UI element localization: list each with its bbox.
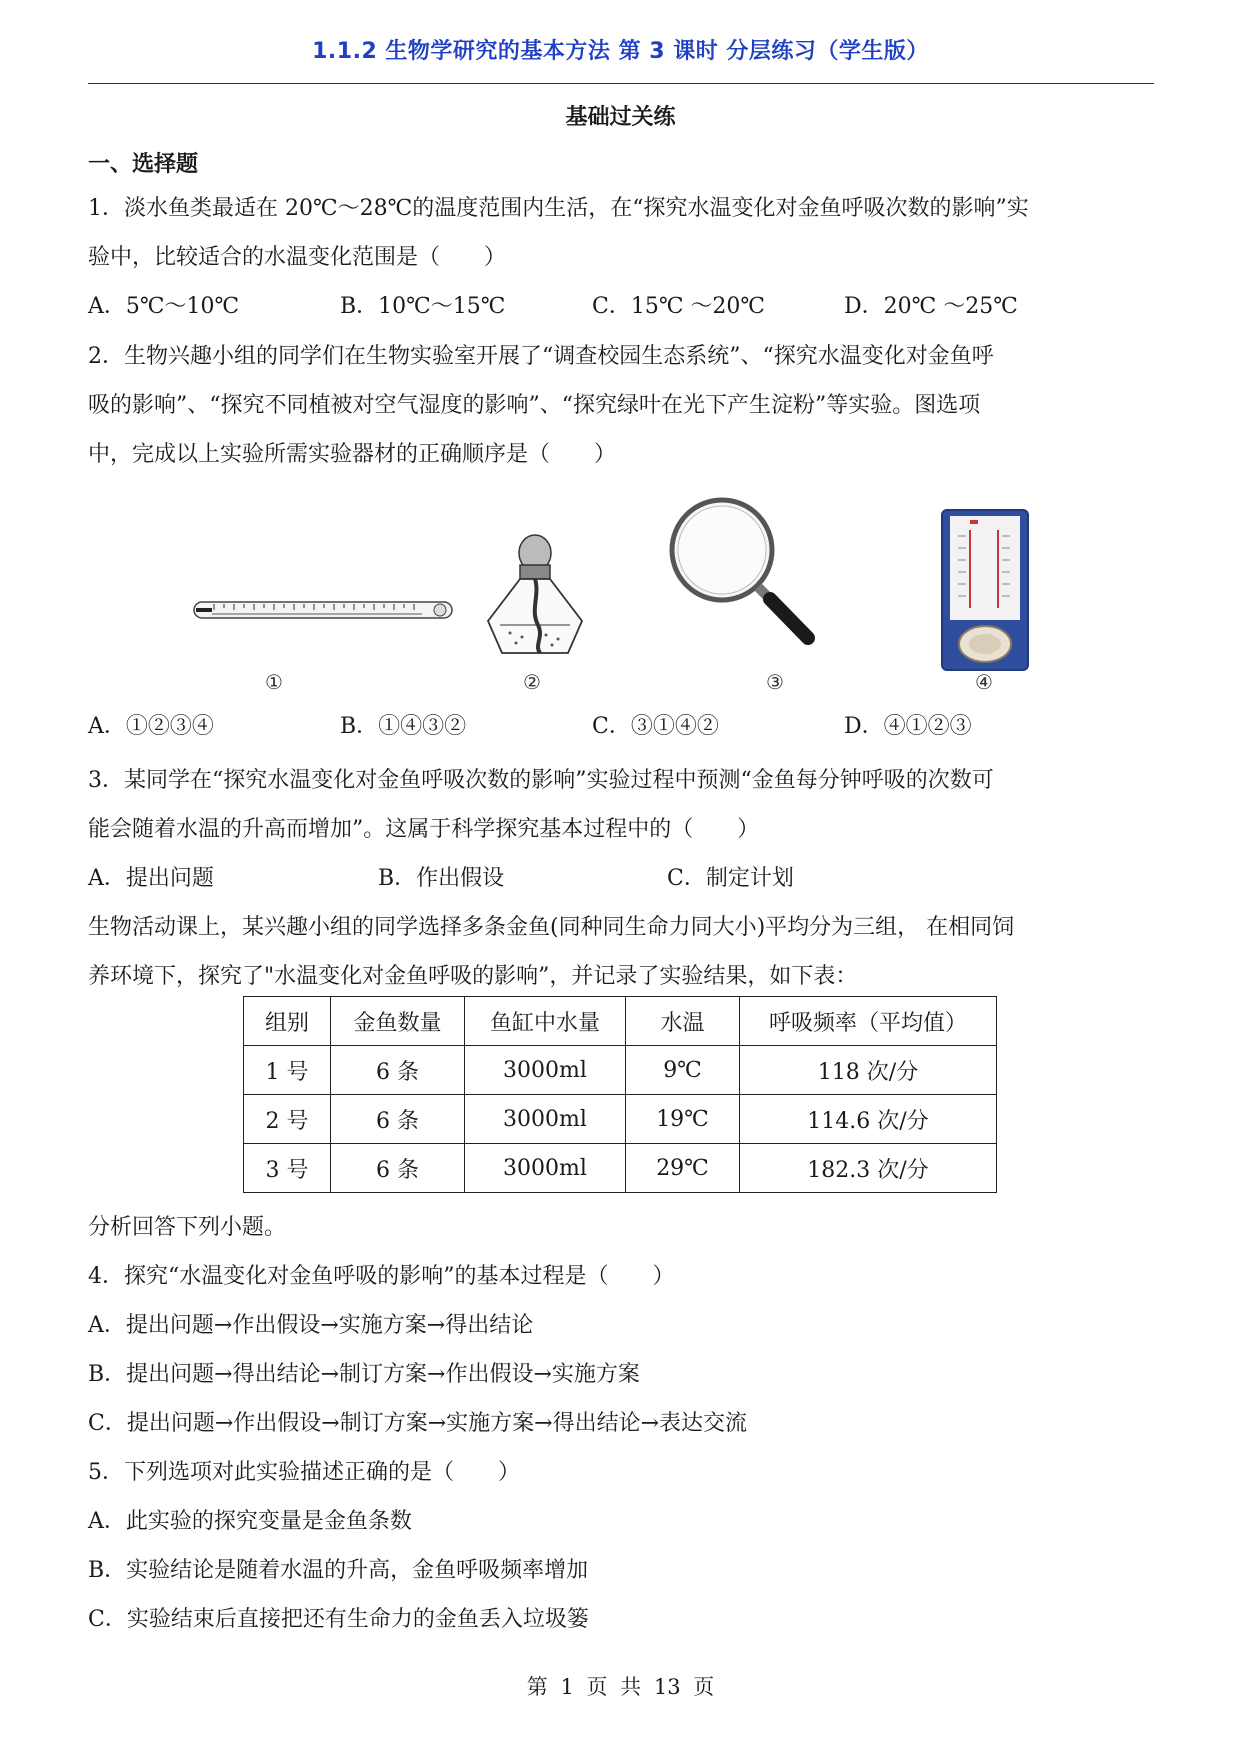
table-cell: 3000ml (465, 1144, 626, 1193)
q2-stem-line-3: 中，完成以上实验所需实验器材的正确顺序是（ ） (88, 442, 617, 467)
table-cell: 19℃ (626, 1095, 740, 1144)
q5-option-c: C．实验结束后直接把还有生命力的金鱼丢入垃圾篓 (88, 1607, 589, 1632)
table-cell: 6 条 (331, 1046, 465, 1095)
q3-option-b: B．作出假设 (378, 866, 505, 891)
figure-label-4: ④ (975, 670, 993, 694)
figure-label-1: ① (265, 670, 283, 694)
q2-stem-line-1: 2．生物兴趣小组的同学们在生物实验室开展了“调查校园生态系统”、“探究水温变化对金鱼呼 (88, 344, 994, 369)
q5-stem: 5．下列选项对此实验描述正确的是（ ） (88, 1460, 520, 1485)
part-title: 一、选择题 (88, 152, 199, 177)
thermometer-icon (192, 580, 457, 640)
table-header-cell: 鱼缸中水量 (465, 997, 626, 1046)
table-header-cell: 水温 (626, 997, 740, 1046)
q3-option-a: A．提出问题 (88, 866, 214, 891)
context-line-2: 养环境下，探究了"水温变化对金鱼呼吸的影响”，并记录了实验结果，如下表： (88, 964, 858, 989)
figure-label-3: ③ (766, 670, 784, 694)
section-title: 基础过关练 (565, 105, 676, 130)
table-header-cell: 呼吸频率（平均值） (740, 997, 997, 1046)
q1-option-a: A．5℃～10℃ (88, 294, 240, 319)
alcohol-lamp-icon (480, 525, 590, 665)
table-cell: 6 条 (331, 1144, 465, 1193)
magnifying-glass-icon (660, 490, 820, 650)
q2-stem-line-2: 吸的影响”、“探究不同植被对空气湿度的影响”、“探究绿叶在光下产生淀粉”等实验。图选项 (88, 393, 981, 418)
q2-option-c: C．③①④② (592, 714, 719, 739)
q3-stem-line-1: 3．某同学在“探究水温变化对金鱼呼吸次数的影响”实验过程中预测“金鱼每分钟呼吸的次数可 (88, 768, 994, 793)
table-header-row (244, 997, 997, 1046)
header-divider (88, 83, 1154, 84)
lab-equipment-figure (180, 490, 1060, 695)
table-row (244, 1046, 997, 1095)
table-cell: 114.6 次/分 (740, 1095, 997, 1144)
table-cell: 118 次/分 (740, 1046, 997, 1095)
context-after-table: 分析回答下列小题。 (88, 1215, 287, 1240)
q2-option-b: B．①④③② (340, 714, 467, 739)
table-cell: 1 号 (244, 1046, 331, 1095)
table-cell: 3000ml (465, 1095, 626, 1144)
table-cell: 9℃ (626, 1046, 740, 1095)
q1-option-c: C．15℃ ～20℃ (592, 294, 766, 319)
q4-option-a: A．提出问题→作出假设→实施方案→得出结论 (88, 1313, 534, 1338)
q3-stem-line-2: 能会随着水温的升高而增加”。这属于科学探究基本过程中的（ ） (88, 817, 760, 842)
q4-stem: 4．探究“水温变化对金鱼呼吸的影响”的基本过程是（ ） (88, 1264, 675, 1289)
q1-option-d: D．20℃ ～25℃ (844, 294, 1018, 319)
table-header-cell: 组别 (244, 997, 331, 1046)
table-cell: 29℃ (626, 1144, 740, 1193)
context-line-1: 生物活动课上，某兴趣小组的同学选择多条金鱼(同种同生命力同大小)平均分为三组， 在相同饲 (88, 915, 1015, 940)
table-row (244, 1144, 997, 1193)
q4-option-b: B．提出问题→得出结论→制订方案→作出假设→实施方案 (88, 1362, 640, 1387)
experiment-results-table (243, 996, 997, 1193)
q5-option-b: B．实验结论是随着水温的升高，金鱼呼吸频率增加 (88, 1558, 589, 1583)
page-footer: 第 1 页 共 13 页 (526, 1675, 715, 1699)
figure-label-2: ② (523, 670, 541, 694)
q5-option-a: A．此实验的探究变量是金鱼条数 (88, 1509, 412, 1534)
q4-option-c: C．提出问题→作出假设→制订方案→实施方案→得出结论→表达交流 (88, 1411, 748, 1436)
hygrometer-icon (940, 508, 1030, 673)
table-cell: 3000ml (465, 1046, 626, 1095)
table-cell: 182.3 次/分 (740, 1144, 997, 1193)
q2-option-a: A．①②③④ (88, 714, 214, 739)
table-cell: 2 号 (244, 1095, 331, 1144)
table-header-cell: 金鱼数量 (331, 997, 465, 1046)
table-cell: 6 条 (331, 1095, 465, 1144)
q3-option-c: C．制定计划 (667, 866, 794, 891)
q1-stem-line-1: 1．淡水鱼类最适在 20℃～28℃的温度范围内生活，在“探究水温变化对金鱼呼吸次数的影响”实 (88, 196, 1029, 221)
table-row (244, 1095, 997, 1144)
q2-option-d: D．④①②③ (844, 714, 972, 739)
q1-option-b: B．10℃～15℃ (340, 294, 506, 319)
page-header-title: 1.1.2 生物学研究的基本方法 第 3 课时 分层练习（学生版） (312, 39, 929, 64)
table-cell: 3 号 (244, 1144, 331, 1193)
q1-stem-line-2: 验中，比较适合的水温变化范围是（ ） (88, 245, 507, 270)
